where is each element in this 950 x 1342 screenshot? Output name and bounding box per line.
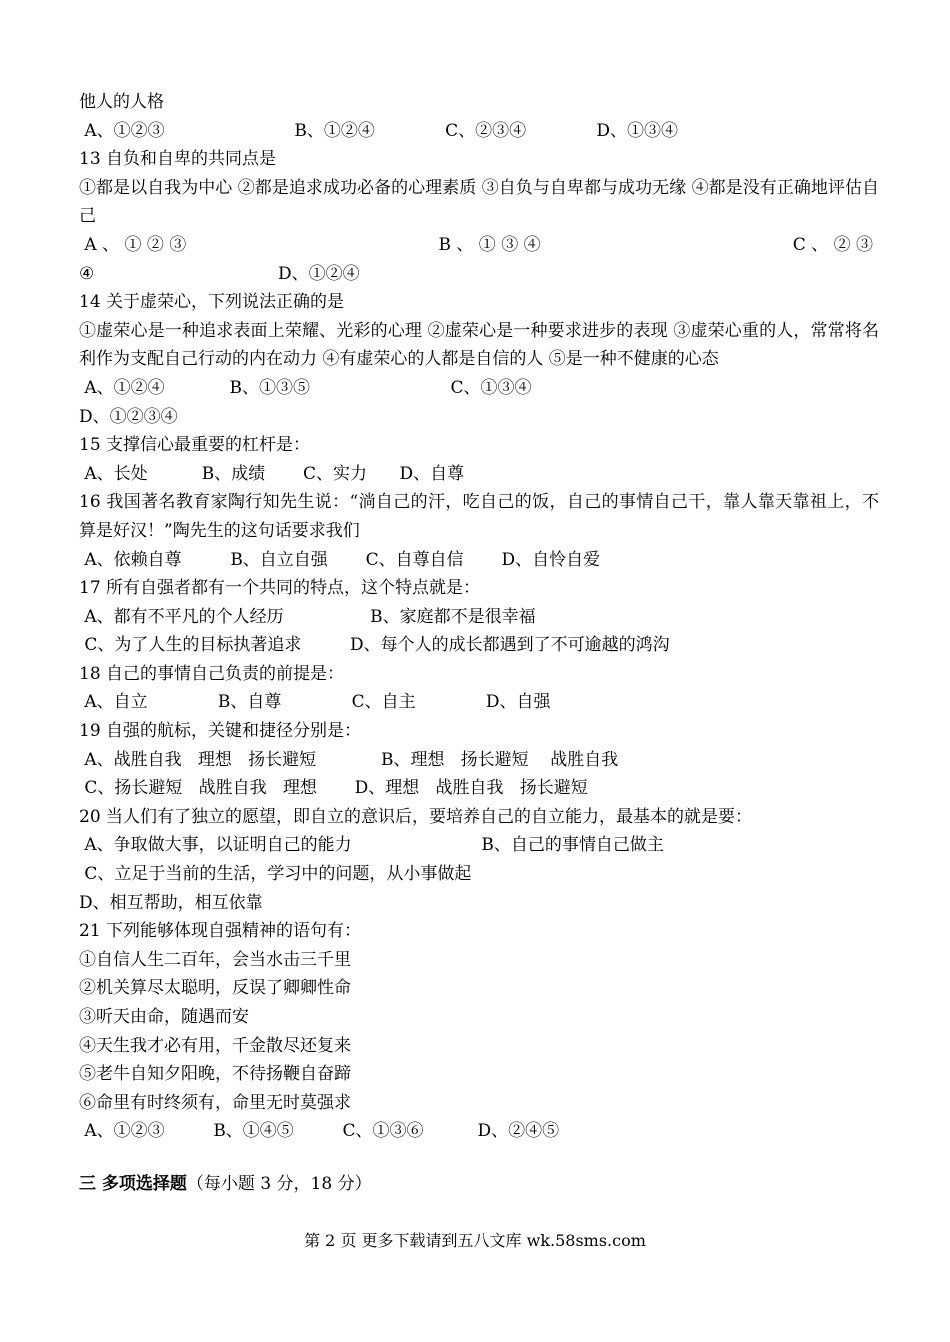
text-line: 15 支撑信心最重要的杠杆是： (79, 435, 311, 456)
text-line: ⑤老牛自知夕阳晚，不待扬鞭自奋蹄 (79, 1064, 351, 1085)
text-line: C、立足于当前的生活，学习中的问题，从小事做起 (79, 864, 472, 885)
text-line: ④ D、①②④ (79, 263, 360, 284)
text-line: D、相互帮助，相互依靠 (79, 892, 263, 913)
text-line: ①虚荣心是一种追求表面上荣耀、光彩的心理 ②虚荣心是一种要求进步的表现 ③虚荣心重的人，常常将名利作为支配自己行动的内在动力 ④有虚荣心的人都是自信的人 ⑤是一种不健康的心态 (79, 320, 879, 370)
text-line: C、扬长避短 战胜自我 理想 D、理想 战胜自我 扬长避短 (79, 778, 588, 799)
text-line: 20 当人们有了独立的愿望，即自立的意识后，要培养自己的自立能力，最基本的就是要： (79, 806, 753, 827)
text-line: 21 下列能够体现自强精神的语句有： (79, 921, 362, 942)
text-line (79, 231, 879, 260)
section-note: （每小题 3 分，18 分） (186, 1173, 372, 1194)
text-line: A、①②④ B、①③⑤ C、①③④ (79, 377, 532, 398)
text-line: ①自信人生二百年，会当水击三千里 (79, 949, 351, 970)
page-footer: 第 2 页 更多下载请到五八文库 wk.58sms.com (304, 1231, 646, 1250)
text-line: ⑥命里有时终须有，命里无时莫强求 (79, 1092, 351, 1113)
text-line: A、战胜自我 理想 扬长避短 B、理想 扬长避短 战胜自我 (79, 749, 619, 770)
text-line: 14 关于虚荣心，下列说法正确的是 (79, 292, 345, 313)
question-list (79, 88, 879, 1146)
option-group: A 、 ① ② ③ (79, 234, 187, 255)
section-gap (79, 1146, 879, 1170)
text-line: 19 自强的航标，关键和捷径分别是： (79, 721, 362, 742)
text-line: A、长处 B、成绩 C、实力 D、自尊 (79, 463, 465, 484)
text-line: 13 自负和自卑的共同点是 (79, 149, 277, 170)
text-line: A、都有不平凡的个人经历 B、家庭都不是很幸福 (79, 606, 536, 627)
text-line: D、①②③④ (79, 406, 178, 427)
text-line: 他人的人格 (79, 92, 164, 112)
text-line: C、为了人生的目标执著追求 D、每个人的成长都遇到了不可逾越的鸿沟 (79, 635, 670, 656)
text-line: A、依赖自尊 B、自立自强 C、自尊自信 D、自怜自爱 (79, 549, 601, 570)
option-group: B 、 ① ③ ④ (438, 234, 541, 255)
text-line: ①都是以自我为中心 ②都是追求成功必备的心理素质 ③自负与自卑都与成功无缘 ④都是没有正确地评估自己 (79, 177, 879, 227)
option-group: C 、 ② ③ (792, 234, 873, 255)
text-line: ③听天由命，随遇而安 (79, 1007, 249, 1027)
document-body (79, 88, 879, 1199)
section-title: 三 多项选择题 (79, 1173, 187, 1194)
text-line: A、争取做大事，以证明自己的能力 B、自己的事情自己做主 (79, 835, 664, 856)
text-line: A、①②③ B、①④⑤ C、①③⑥ D、②④⑤ (79, 1121, 560, 1142)
section-heading (79, 1170, 879, 1199)
text-line: 18 自己的事情自己负责的前提是： (79, 663, 345, 684)
text-line: ②机关算尽太聪明，反误了卿卿性命 (79, 978, 351, 999)
text-line: A、①②③ B、①②④ C、②③④ D、①③④ (79, 120, 679, 141)
text-line: A、自立 B、自尊 C、自主 D、自强 (79, 692, 551, 713)
text-line: 16 我国著名教育家陶行知先生说：“淌自己的汗，吃自己的饭，自己的事情自己干，靠人靠天靠祖上，不算是好汉！”陶先生的这句话要求我们 (79, 492, 879, 541)
text-line: 17 所有自强者都有一个共同的特点，这个特点就是： (79, 578, 481, 599)
text-line: ④天生我才必有用，千金散尽还复来 (79, 1035, 351, 1056)
